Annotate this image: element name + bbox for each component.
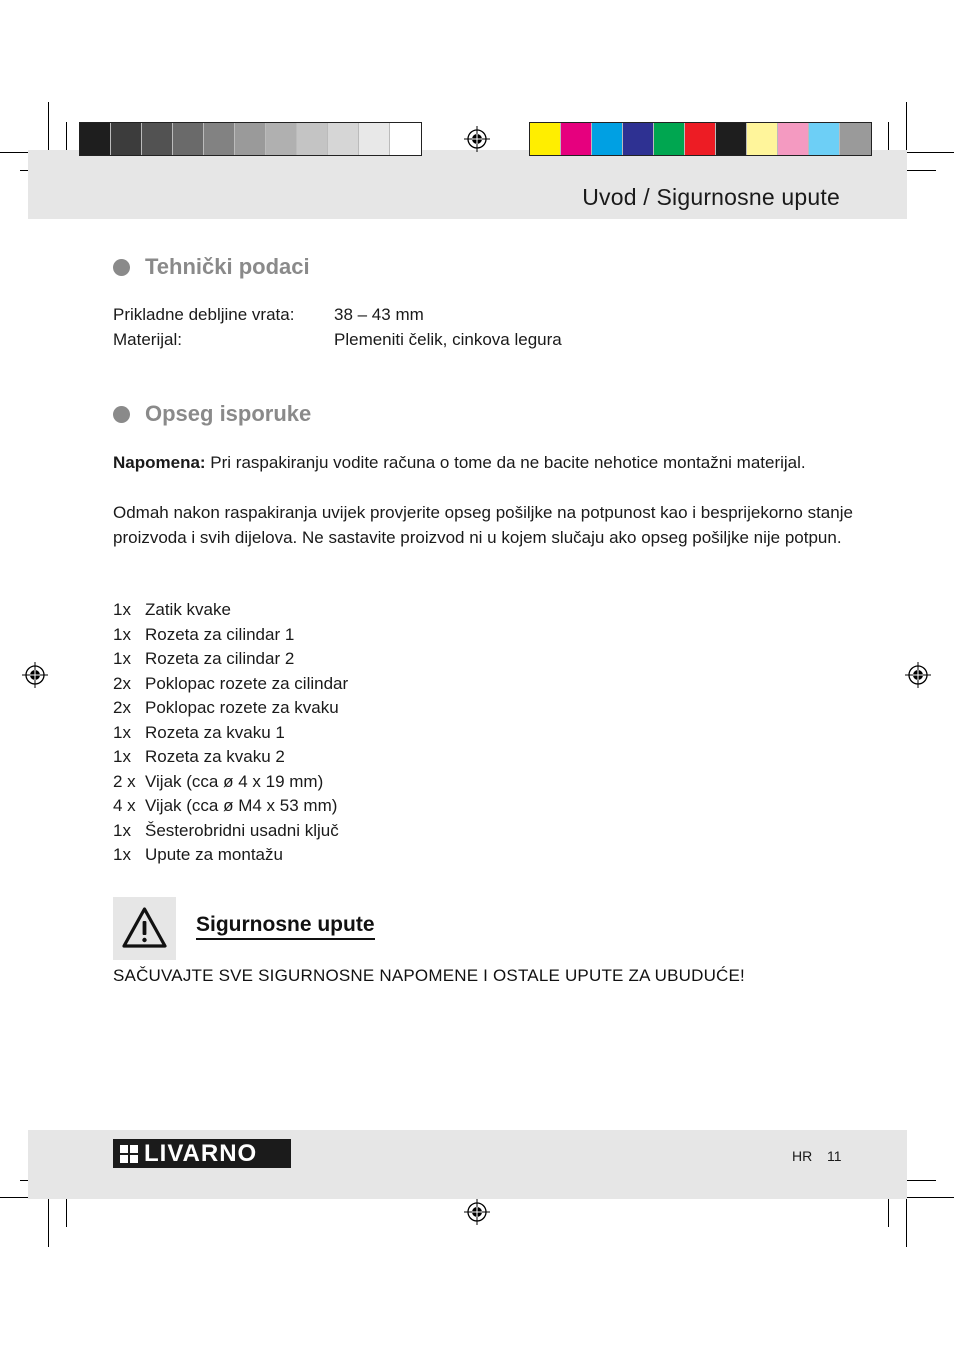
item-name: Zatik kvake (145, 600, 231, 619)
item-quantity: 2 x (113, 771, 136, 791)
item-quantity: 1x (113, 649, 131, 668)
crop-mark (906, 1197, 907, 1247)
item-quantity: 1x (113, 820, 131, 840)
color-swatch (173, 123, 204, 155)
item-name: Upute za montažu (145, 845, 283, 864)
safety-instruction: SAČUVAJTE SVE SIGURNOSNE NAPOMENE I OSTALE UPUTE ZA UBUDUĆE! (113, 966, 745, 985)
spec-value: 38 – 43 mm (334, 305, 424, 324)
item-quantity: 4 x (113, 796, 136, 815)
color-swatch (235, 123, 266, 155)
registration-mark-icon (464, 126, 490, 152)
spec-label: Materijal: (113, 330, 182, 349)
color-swatch (685, 123, 716, 155)
item-name: Poklopac rozete za cilindar (145, 673, 349, 693)
grayscale-bar (79, 122, 422, 156)
crop-mark (906, 152, 954, 153)
note-paragraph (113, 451, 853, 476)
color-swatch (390, 123, 421, 155)
color-swatch (530, 123, 561, 155)
color-bar (529, 122, 872, 156)
color-swatch (111, 123, 142, 155)
section-heading-scope (113, 401, 311, 427)
item-quantity: 1x (113, 624, 131, 644)
color-swatch (359, 123, 390, 155)
spec-value: Plemeniti čelik, cinkova legura (334, 330, 562, 349)
section-heading-text: Opseg isporuke (145, 401, 312, 426)
item-name: Rozeta za cilindar 1 (145, 624, 295, 644)
color-swatch (266, 123, 297, 155)
color-swatch (778, 123, 809, 155)
color-swatch (328, 123, 359, 155)
item-name: Vijak (cca ø 4 x 19 mm) (145, 771, 324, 791)
color-swatch (142, 123, 173, 155)
section-heading-text: Tehnički podaci (145, 254, 310, 279)
note-label: Napomena: (113, 453, 206, 472)
color-swatch (747, 123, 778, 155)
registration-mark-icon (905, 662, 931, 688)
warning-box (113, 897, 176, 960)
item-name: Vijak (cca ø M4 x 53 mm) (145, 796, 338, 815)
item-quantity: 2x (113, 673, 131, 693)
safety-heading: Sigurnosne upute (196, 913, 375, 940)
registration-mark-icon (464, 1199, 490, 1225)
warning-triangle-icon (113, 897, 176, 960)
language-code: HR (792, 1148, 813, 1164)
section-heading-tech (113, 254, 310, 280)
note-text: Pri raspakiranju vodite računa o tome da ne bacite nehotice montažni materijal. (205, 453, 806, 472)
color-swatch (204, 123, 235, 155)
color-swatch (840, 123, 871, 155)
spec-label: Prikladne debljine vrata: (113, 305, 295, 324)
crop-mark (906, 1180, 936, 1181)
color-swatch (654, 123, 685, 155)
logo-grid-icon (120, 1145, 138, 1163)
registration-mark-icon (22, 662, 48, 688)
crop-mark (48, 102, 49, 152)
crop-mark (48, 1197, 49, 1247)
item-name: Poklopac rozete za kvaku (145, 698, 339, 717)
color-swatch (561, 123, 592, 155)
crop-mark (906, 1197, 954, 1198)
color-swatch (592, 123, 623, 155)
page-title: Uvod / Sigurnosne upute (582, 184, 840, 210)
item-quantity: 2x (113, 698, 131, 717)
item-name: Rozeta za kvaku 2 (145, 747, 285, 766)
item-quantity: 1x (113, 722, 131, 742)
brand-logo (113, 1139, 291, 1168)
crop-mark (906, 102, 907, 152)
item-name: Šesterobridni usadni ključ (145, 820, 339, 840)
color-swatch (809, 123, 840, 155)
crop-mark (906, 170, 936, 171)
color-swatch (80, 123, 111, 155)
scope-paragraph: Odmah nakon raspakiranja uvijek provjerite opseg pošiljke na potpunost kao i besprijekorno stanje proizvoda i svih dijelova. Ne sastavite proizvod ni u kojem slučaju ako opseg pošiljke nije potpun. (113, 503, 853, 547)
item-name: Rozeta za kvaku 1 (145, 722, 285, 742)
brand-name: LIVARNO (144, 1139, 258, 1167)
item-name: Rozeta za cilindar 2 (145, 649, 295, 668)
page-number: 11 (827, 1148, 842, 1164)
color-swatch (716, 123, 747, 155)
item-quantity: 1x (113, 845, 131, 864)
color-swatch (623, 123, 654, 155)
item-quantity: 1x (113, 747, 131, 766)
bullet-dot-icon (113, 259, 130, 276)
color-swatch (297, 123, 328, 155)
bullet-dot-icon (113, 406, 130, 423)
item-quantity: 1x (113, 600, 131, 619)
